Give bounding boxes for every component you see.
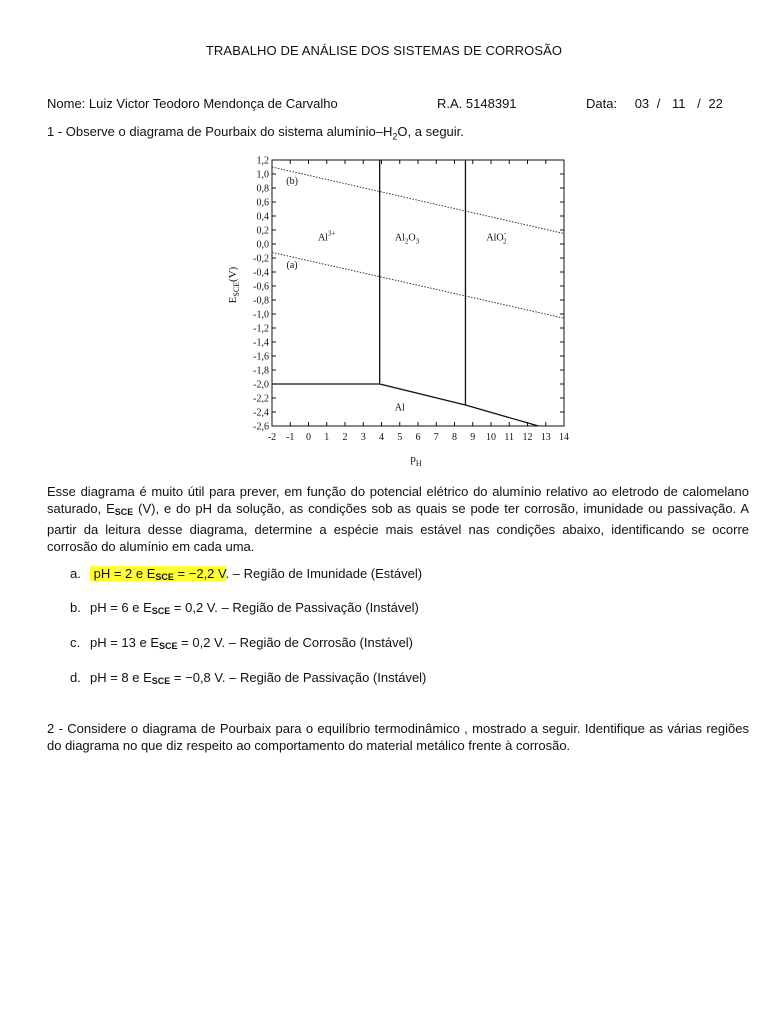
x-tick-label: 11 <box>504 432 515 443</box>
y-tick-label: 0,4 <box>256 211 269 223</box>
x-tick-label: 1 <box>324 432 330 443</box>
condition-subscript: SCE <box>155 572 174 582</box>
condition-value: = 0,2 V <box>170 600 215 615</box>
line-a-label: (a) <box>286 259 298 271</box>
line-b-oxygen <box>272 167 564 234</box>
item-letter: a. <box>70 566 81 581</box>
metal-boundary <box>272 384 538 426</box>
date-separator: / <box>656 96 661 111</box>
item-letter: d. <box>70 670 81 685</box>
item-answer: . – Região de Imunidade (Estável) <box>225 566 423 581</box>
line-b-label: (b) <box>286 175 298 187</box>
x-tick-label: -1 <box>286 432 295 443</box>
region-label-al-metal: Al <box>394 402 405 414</box>
x-tick-label: 13 <box>540 432 551 443</box>
x-tick-label: 7 <box>433 432 439 443</box>
y-tick-label: -2,6 <box>253 421 269 433</box>
y-tick-label: -1,6 <box>253 351 269 363</box>
pourbaix-diagram <box>222 150 572 470</box>
explanation-paragraph <box>47 483 749 555</box>
y-tick-label: -0,2 <box>253 253 269 265</box>
y-tick-label: -1,8 <box>253 365 269 377</box>
question-1-suffix: O, a seguir. <box>397 124 464 139</box>
x-tick-label: 6 <box>415 432 421 443</box>
date-day: 03 <box>634 96 650 111</box>
y-tick-label: -0,6 <box>253 281 269 293</box>
y-tick-label: 1,2 <box>256 155 269 167</box>
condition-value: = 0,2 V <box>177 635 222 650</box>
paragraph-text: Esse diagrama é muito útil para prever, em função do potencial elétrico do alumínio relativo ao eletrodo de calomelano saturado, E <box>47 484 749 516</box>
x-tick-label: 3 <box>360 432 366 443</box>
document-title: TRABALHO DE ANÁLISE DOS SISTEMAS DE CORROSÃO <box>205 43 563 58</box>
x-tick-label: 10 <box>486 432 496 443</box>
y-tick-label: -1,0 <box>253 309 269 321</box>
date-separator: / <box>697 96 701 111</box>
question-1-prompt <box>47 124 464 142</box>
region-label-alo2minus: AlO-2 <box>486 229 507 246</box>
x-tick-label: 4 <box>379 432 384 443</box>
region-label-al3plus: $Al^{3+}$ <box>318 229 336 244</box>
y-tick-label: -2,2 <box>253 393 269 405</box>
item-answer: . – Região de Passivação (Instável) <box>221 670 427 685</box>
region-label-al2o3: $Al_2O_3$ <box>394 232 420 246</box>
name-label: Nome: <box>47 96 86 111</box>
y-tick-label: -0,4 <box>253 267 269 279</box>
x-tick-label: 8 <box>452 432 457 443</box>
y-tick-label: 0,0 <box>256 239 269 251</box>
item-answer: . – Região de Passivação (Instável) <box>214 600 419 615</box>
item-letter: c. <box>70 635 81 650</box>
item-letter: b. <box>70 600 81 615</box>
y-axis-label: $E_{SCE}(V)$ <box>227 266 241 304</box>
condition-text: pH = 8 e E <box>90 670 152 685</box>
y-tick-label: -0,8 <box>253 295 269 307</box>
question-1-text: 1 - Observe o diagrama de Pourbaix do sistema alumínio–H <box>47 124 393 139</box>
pourbaix-svg <box>222 150 572 470</box>
condition-value: = −2,2 V <box>173 566 226 581</box>
condition-subscript: SCE <box>151 606 171 616</box>
date-month: 11 <box>672 96 686 111</box>
y-tick-label: -1,2 <box>253 323 269 335</box>
condition-text: pH = 13 e E <box>90 635 160 650</box>
x-tick-label: 9 <box>470 432 476 443</box>
y-tick-label: 0,8 <box>256 183 269 195</box>
condition-value: = −0,8 V <box>170 670 222 685</box>
condition-subscript: SCE <box>151 676 171 686</box>
name-value: Luiz Victor Teodoro Mendonça de Carvalho <box>88 96 338 111</box>
condition-subscript: SCE <box>159 641 178 651</box>
condition-text: pH = 2 e E <box>93 566 156 581</box>
highlighted-condition <box>90 566 226 581</box>
x-tick-label: 0 <box>306 432 311 443</box>
question-1-subscript: 2 <box>392 131 398 142</box>
x-tick-label: 12 <box>522 432 533 443</box>
question-2-prompt: 2 - Considere o diagrama de Pourbaix para o equilíbrio termodinâmico , mostrado a seguir. Identifique as várias regiões do diagrama no que diz respeito ao comportamento do material metálico frente à corrosão. <box>47 721 749 753</box>
paragraph-text-cont: (V), e do pH da solução, as condições sob as quais se pode ter corrosão, imunidade ou passivação. A partir da leitura desse diagrama, determine a espécie mais estável nas condições abaixo, identificando se ocorre corrosão do alumínio em cada uma. <box>47 501 749 554</box>
document-date <box>586 96 723 111</box>
date-label: Data: <box>586 96 618 111</box>
x-tick-label: 5 <box>397 432 403 443</box>
y-tick-label: 1,0 <box>256 169 269 181</box>
y-tick-label: 0,6 <box>256 197 269 209</box>
y-tick-label: -2,0 <box>253 379 269 391</box>
line-a-hydrogen <box>272 252 564 318</box>
y-tick-label: -1,4 <box>253 337 269 349</box>
y-tick-label: -2,4 <box>253 407 269 419</box>
y-tick-label: 0,2 <box>256 225 269 237</box>
student-name <box>47 96 338 111</box>
date-year: 22 <box>708 96 723 111</box>
ra-value: 5148391 <box>465 96 517 111</box>
paragraph-subscript: SCE <box>114 507 134 517</box>
x-axis-label: $p_H$ <box>410 453 422 468</box>
x-tick-label: 14 <box>559 432 569 443</box>
student-ra <box>437 96 517 111</box>
x-tick-label: -2 <box>267 432 277 443</box>
item-answer: . – Região de Corrosão (Instável) <box>221 635 414 650</box>
condition-text: pH = 6 e E <box>90 600 152 615</box>
ra-label: R.A. <box>437 96 463 111</box>
x-tick-label: 2 <box>342 432 348 443</box>
plot-frame <box>272 160 564 426</box>
